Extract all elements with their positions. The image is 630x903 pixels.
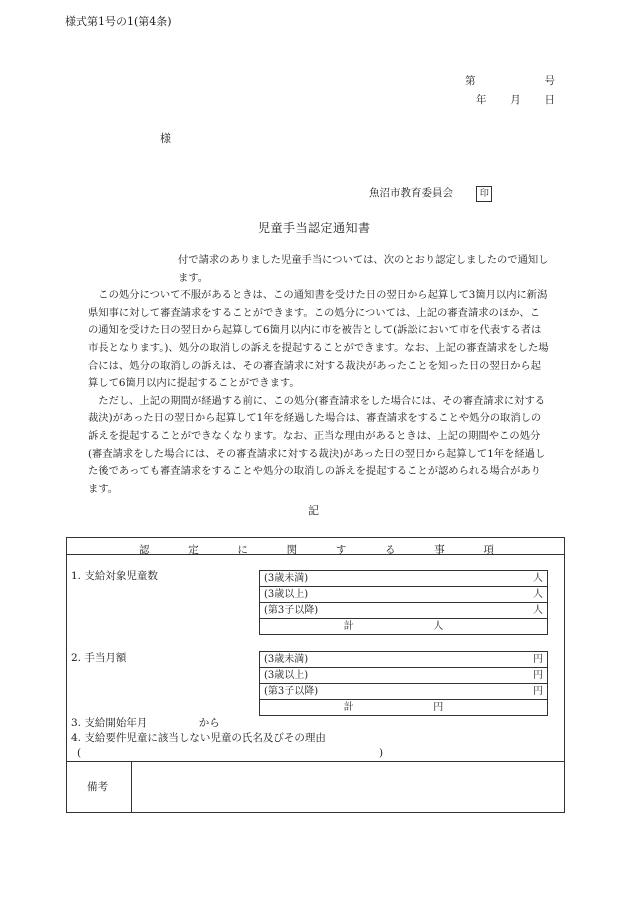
header-char: 項 [483, 544, 494, 556]
table-row: (第3子以降) 人 [260, 603, 548, 619]
item3-label: 3. 支給開始年月 [71, 717, 148, 729]
remarks-label: 備考 [87, 781, 108, 793]
table-row: (第3子以降) 円 [260, 684, 548, 700]
header-char: 事 [434, 544, 445, 556]
item1-label: 1. 支給対象児童数 [71, 570, 158, 582]
date-year: 年 [476, 94, 487, 106]
item4-label: 4. 支給要件児童に該当しない児童の氏名及びその理由 [71, 732, 326, 744]
number-suffix: 号 [544, 75, 555, 87]
issuer-block [369, 186, 492, 202]
number-prefix: 第 [465, 75, 476, 87]
header-char: る [385, 544, 396, 556]
header-char: す [335, 544, 347, 556]
table-row-total: 計 円 [260, 700, 548, 716]
item4-open-paren: ( [77, 747, 82, 759]
issuer-name: 魚沼市教育委員会 [369, 187, 453, 199]
form-label: 様式第1号の1(第4条) [65, 15, 172, 28]
header-divider [67, 554, 564, 555]
item3-suffix: から [198, 717, 220, 729]
remarks-column-divider [131, 761, 132, 813]
table-row: (3歳以上) 人 [260, 587, 548, 603]
paragraph-1: 付で請求のありました児童手当については、次のとおり認定しましたので通知します。 [178, 254, 549, 284]
header-char: 認 [139, 544, 150, 556]
ki-mark: 記 [308, 504, 319, 517]
paragraph-3: ただし、上記の期間が経過する前に、この処分(審査請求をした場合には、その審査請求に対する裁決)があった日の翌日から起算して1年を経過した場合は、審査請求をすることや処分の取消しの訴えを提起することができなくなります。なお、正当な理由があるときは、上記の期間やこの処分(審査請求をした場合には、その審査請求に対する裁決)があった日の翌日から起算して1年を経過した後であっても審査請求をすることや処分の取消しの訴えを提起することが認められる場合があります。 [88, 394, 546, 495]
date-month: 月 [510, 94, 521, 106]
child-count-table [259, 570, 548, 635]
seal-stamp: 印 [476, 186, 492, 202]
table-row: (3歳未満) 円 [260, 652, 548, 668]
monthly-allowance-table [259, 651, 548, 716]
body-text [88, 252, 550, 498]
table-row: (3歳未満) 人 [260, 571, 548, 587]
date-day: 日 [544, 94, 555, 106]
item4-close-paren: ) [379, 747, 384, 759]
paragraph-2: この処分について不服があるときは、この通知書を受けた日の翌日から起算して3箇月以内に新潟県知事に対して審査請求をすることができます。この処分については、上記の審査請求のほか、この通知を受けた日の翌日から起算して6箇月以内に市を被告として(訴訟において市を代表する者は市長となります。)、処分の取消しの訴えを提起することができます。なお、上記の審査請求をした場合には、処分の取消しの訴えは、その審査請求に対する裁決があったことを知った日の翌日から起算して6箇月以内に提起することができます。 [88, 289, 549, 390]
table-row: (3歳以上) 円 [260, 668, 548, 684]
header-char: に [237, 544, 248, 556]
date-line [476, 95, 555, 106]
item2-label: 2. 手当月額 [71, 652, 127, 664]
addressee-suffix: 様 [160, 132, 171, 145]
table-row-total: 計 人 [260, 619, 548, 635]
certification-table [66, 537, 565, 813]
header-char: 関 [286, 544, 298, 556]
document-title: 児童手当認定通知書 [258, 221, 371, 235]
item3-row [71, 718, 220, 729]
header-char: 定 [188, 544, 199, 556]
remarks-divider [67, 761, 564, 762]
document-number-line [465, 76, 555, 87]
